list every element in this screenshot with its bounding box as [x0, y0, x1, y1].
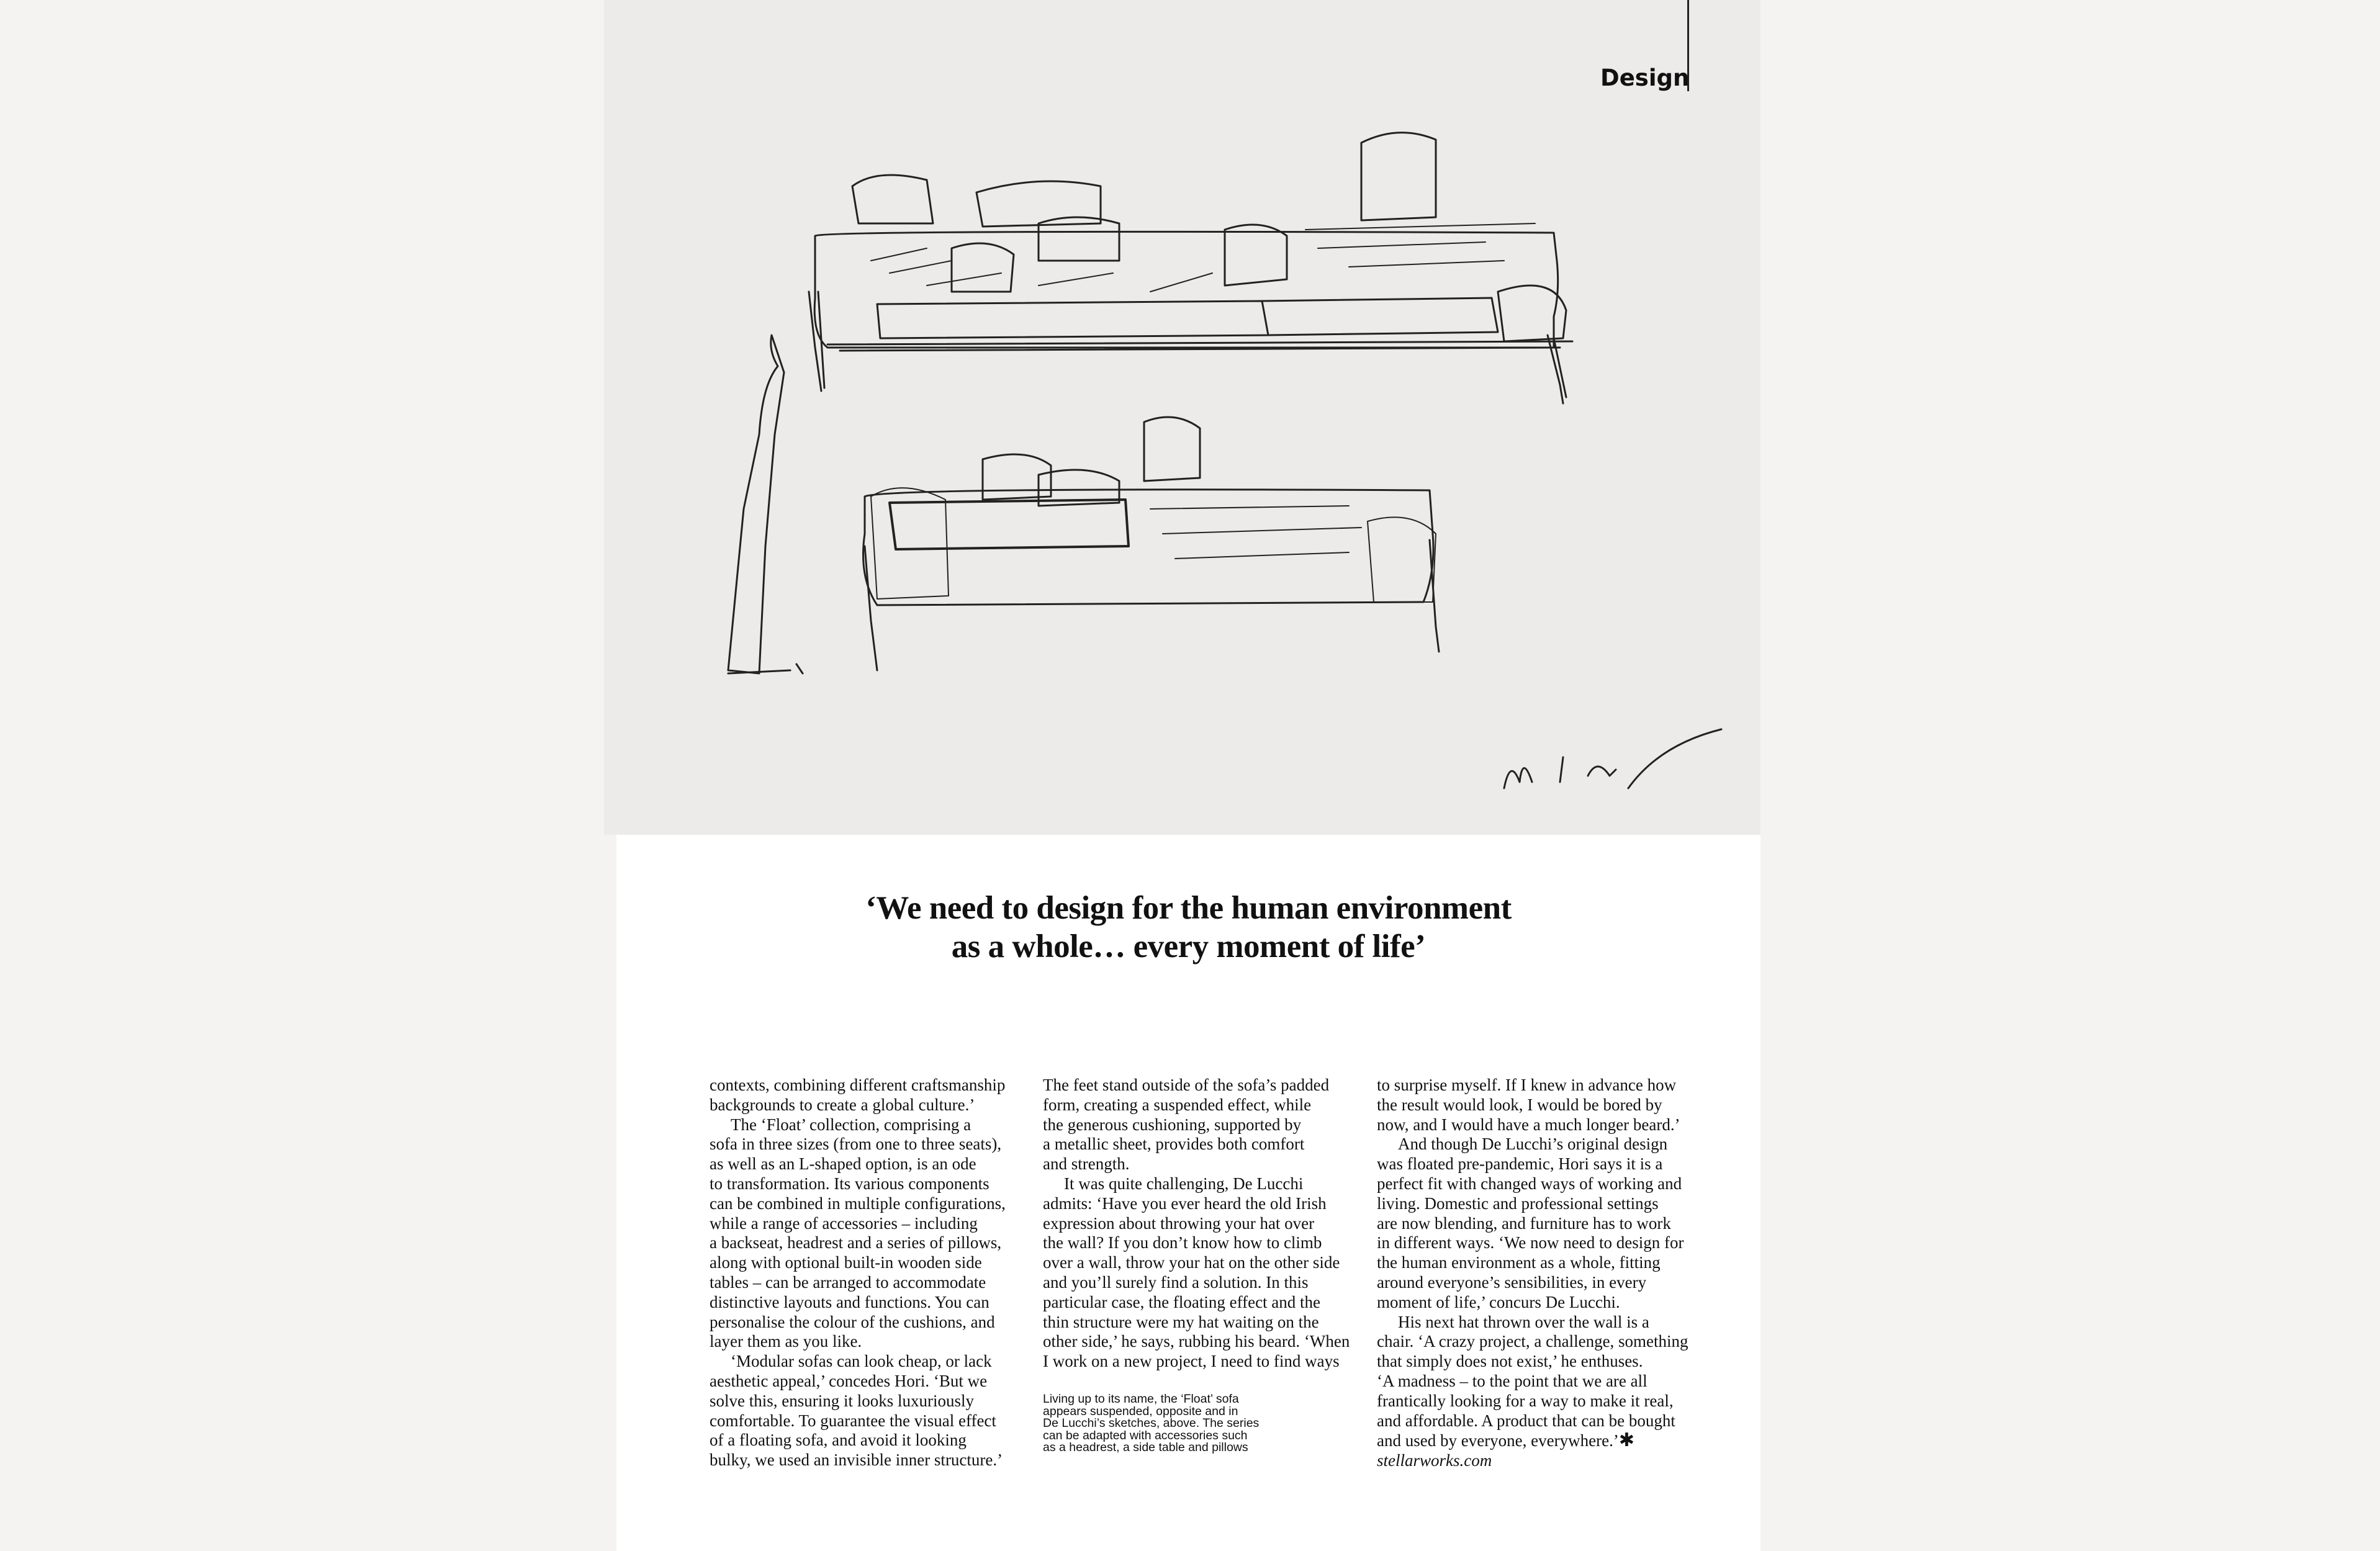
line-text: ‘Modular sofas can look cheap, or lack	[731, 1352, 992, 1371]
line-text: to surprise myself. If I knew in advance how	[1377, 1076, 1677, 1094]
line-text: layer them as you like.	[710, 1332, 862, 1351]
body-text-line	[1377, 1391, 1687, 1411]
line-text: The ‘Float’ collection, comprising a	[731, 1115, 971, 1134]
body-text-line	[1377, 1194, 1687, 1214]
body-text-line	[710, 1233, 1020, 1253]
body-text-line	[1377, 1135, 1687, 1154]
website-link[interactable]	[1377, 1451, 1687, 1471]
line-text: tables – can be arranged to accommodate	[710, 1272, 986, 1292]
body-text-line	[710, 1431, 1020, 1450]
body-text-line	[1377, 1154, 1687, 1174]
body-text-line	[1377, 1115, 1687, 1135]
figure-sketch	[728, 335, 803, 673]
body-text-line	[1043, 1174, 1353, 1194]
line-text: admits: ‘Have you ever heard the old Irish	[1043, 1194, 1327, 1213]
body-text-line	[1377, 1233, 1687, 1253]
body-column-2	[1043, 1076, 1353, 1372]
line-text: the human environment as a whole, fitting	[1377, 1253, 1661, 1272]
body-text-line	[1043, 1214, 1353, 1234]
line-text: over a wall, throw your hat on the other side	[1043, 1253, 1340, 1272]
line-text: the generous cushioning, supported by	[1043, 1115, 1302, 1134]
line-text: the wall? If you don’t know how to climb	[1043, 1233, 1322, 1252]
body-column-1	[710, 1076, 1020, 1470]
body-text-line	[1043, 1293, 1353, 1313]
line-text: contexts, combining different craftsmanship	[710, 1076, 1006, 1094]
line-text: distinctive layouts and functions. You can	[710, 1292, 989, 1311]
body-column-3	[1377, 1076, 1687, 1471]
body-text-line	[1377, 1095, 1687, 1115]
body-text-line	[1043, 1095, 1353, 1115]
body-text-line	[1043, 1253, 1353, 1273]
body-text-line	[1043, 1135, 1353, 1154]
line-text: was floated pre-pandemic, Hori says it is a	[1377, 1154, 1663, 1174]
body-text-line	[1043, 1194, 1353, 1214]
line-text: It was quite challenging, De Lucchi	[1064, 1174, 1304, 1193]
image-caption	[1043, 1393, 1259, 1454]
line-text: stellarworks.com	[1377, 1451, 1492, 1470]
body-text-line	[1377, 1372, 1687, 1391]
body-text-line	[1377, 1293, 1687, 1313]
line-text: and you’ll surely find a solution. In this	[1043, 1272, 1309, 1292]
body-text-line	[1043, 1332, 1353, 1352]
body-text-line	[710, 1450, 1020, 1470]
line-text: thin structure were my hat waiting on the	[1043, 1312, 1319, 1331]
line-text: bulky, we used an invisible inner structure.’	[710, 1450, 1003, 1470]
caption-line: De Lucchi’s sketches, above. The series	[1043, 1416, 1260, 1430]
line-text: of a floating sofa, and avoid it looking	[710, 1431, 967, 1450]
line-text: And though De Lucchi’s original design	[1398, 1135, 1668, 1154]
body-text-line	[710, 1273, 1020, 1293]
sofa-sketch-illustration	[604, 0, 1760, 835]
body-text-line	[710, 1214, 1020, 1234]
body-text-line	[710, 1293, 1020, 1313]
line-text: solve this, ensuring it looks luxuriously	[710, 1391, 975, 1410]
pull-quote	[616, 889, 1760, 966]
body-text-line	[1043, 1352, 1353, 1372]
line-text: now, and I would have a much longer beard.’	[1377, 1115, 1680, 1134]
line-text: as well as an L-shaped option, is an ode	[710, 1154, 976, 1174]
section-label: Design	[1600, 65, 1690, 91]
upper-sofa-sketch	[809, 133, 1572, 403]
designer-signature	[1504, 729, 1721, 788]
caption-line: as a headrest, a side table and pillows	[1043, 1441, 1248, 1454]
line-text: the result would look, I would be bored by	[1377, 1095, 1662, 1114]
body-text-line	[1377, 1431, 1687, 1451]
line-text: frantically looking for a way to make it real,	[1377, 1391, 1674, 1410]
body-text-line	[1043, 1154, 1353, 1174]
body-text-line	[1043, 1233, 1353, 1253]
pull-quote-line: as a whole… every moment of life’	[951, 928, 1426, 964]
lower-sofa-sketch	[863, 417, 1440, 670]
line-text: a backseat, headrest and a series of pillows,	[710, 1233, 1002, 1252]
body-text-line	[1377, 1332, 1687, 1352]
body-text-line	[1377, 1174, 1687, 1194]
line-text: personalise the colour of the cushions, and	[710, 1312, 995, 1331]
line-text: form, creating a suspended effect, while	[1043, 1095, 1312, 1114]
body-text-line	[710, 1076, 1020, 1095]
body-text-line	[1043, 1273, 1353, 1293]
end-mark-icon: ✱	[1618, 1430, 1634, 1451]
line-text: living. Domestic and professional settings	[1377, 1194, 1659, 1213]
body-text-line	[1377, 1273, 1687, 1293]
body-text-line	[710, 1372, 1020, 1391]
line-text: ‘A madness – to the point that we are all	[1377, 1371, 1648, 1390]
body-text-line	[1043, 1313, 1353, 1333]
body-text-line	[1043, 1076, 1353, 1095]
line-text: backgrounds to create a global culture.’	[710, 1095, 975, 1114]
line-text: other side,’ he says, rubbing his beard. ‘When	[1043, 1332, 1350, 1351]
body-text-line	[1377, 1214, 1687, 1234]
body-text-line	[710, 1194, 1020, 1214]
body-text-line	[710, 1115, 1020, 1135]
line-text: and used by everyone, everywhere.’	[1377, 1431, 1619, 1450]
line-text: that simply does not exist,’ he enthuses.	[1377, 1352, 1643, 1371]
body-text-line	[1377, 1411, 1687, 1431]
body-text-line	[1043, 1115, 1353, 1135]
caption-line: can be adapted with accessories such	[1043, 1428, 1248, 1442]
line-text: expression about throwing your hat over	[1043, 1213, 1315, 1233]
line-text: a metallic sheet, provides both comfort	[1043, 1135, 1305, 1154]
body-text-line	[710, 1391, 1020, 1411]
caption-line: Living up to its name, the ‘Float’ sofa	[1043, 1392, 1239, 1406]
line-text: while a range of accessories – including	[710, 1213, 978, 1233]
body-text-line	[1377, 1313, 1687, 1333]
line-text: chair. ‘A crazy project, a challenge, something	[1377, 1332, 1688, 1351]
body-text-line	[710, 1411, 1020, 1431]
body-text-line	[710, 1135, 1020, 1154]
body-text-line	[710, 1332, 1020, 1352]
line-text: in different ways. ‘We now need to design for	[1377, 1233, 1684, 1252]
line-text: The feet stand outside of the sofa’s padded	[1043, 1076, 1330, 1094]
line-text: to transformation. Its various components	[710, 1174, 989, 1193]
line-text: can be combined in multiple configurations,	[710, 1194, 1006, 1213]
line-text: perfect fit with changed ways of working and	[1377, 1174, 1682, 1193]
body-text-line	[1377, 1076, 1687, 1095]
body-text-line	[710, 1174, 1020, 1194]
body-text-line	[710, 1253, 1020, 1273]
line-text: are now blending, and furniture has to work	[1377, 1213, 1671, 1233]
line-text: His next hat thrown over the wall is a	[1398, 1312, 1649, 1331]
line-text: particular case, the floating effect and the	[1043, 1292, 1321, 1311]
body-text-line	[710, 1154, 1020, 1174]
body-text-line	[1377, 1253, 1687, 1273]
line-text: comfortable. To guarantee the visual effect	[710, 1411, 996, 1430]
body-text-line	[710, 1352, 1020, 1372]
pull-quote-line: ‘We need to design for the human environment	[865, 890, 1512, 926]
body-text-line	[1377, 1352, 1687, 1372]
line-text: and affordable. A product that can be bought	[1377, 1411, 1675, 1430]
line-text: moment of life,’ concurs De Lucchi.	[1377, 1292, 1620, 1311]
line-text: and strength.	[1043, 1154, 1130, 1174]
line-text: along with optional built-in wooden side	[710, 1253, 982, 1272]
line-text: aesthetic appeal,’ concedes Hori. ‘But we	[710, 1371, 988, 1390]
caption-line: appears suspended, opposite and in	[1043, 1404, 1238, 1418]
line-text: I work on a new project, I need to find ways	[1043, 1352, 1340, 1371]
line-text: sofa in three sizes (from one to three seats),	[710, 1135, 1002, 1154]
line-text: around everyone’s sensibilities, in every	[1377, 1272, 1647, 1292]
body-text-line	[710, 1313, 1020, 1333]
body-text-line	[710, 1095, 1020, 1115]
